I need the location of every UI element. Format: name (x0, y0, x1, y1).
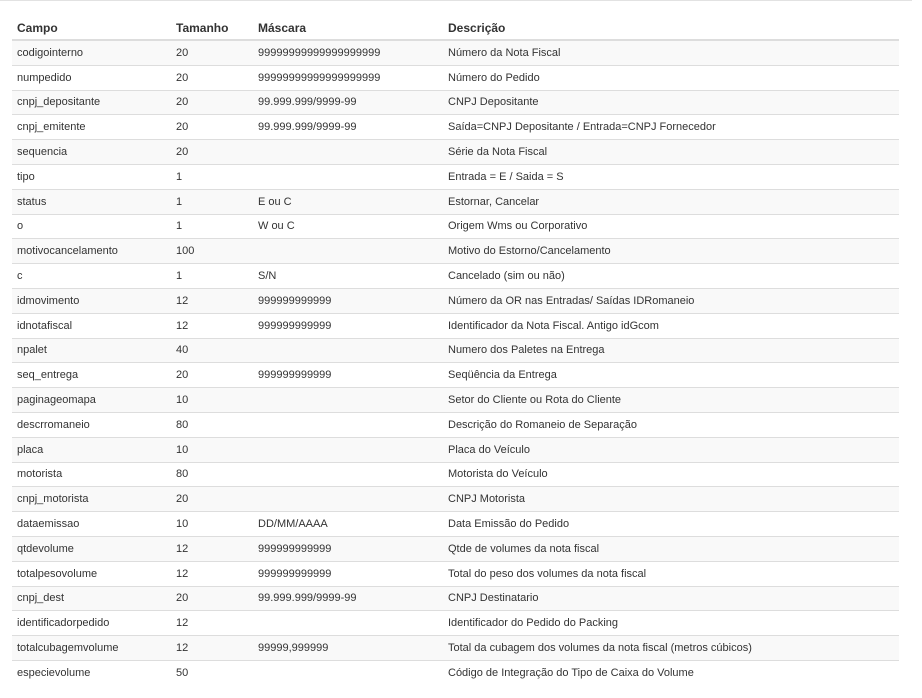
table-row (12, 140, 899, 165)
cell-descricao: Estornar, Cancelar (443, 189, 899, 214)
cell-mascara: 999999999999 (253, 288, 443, 313)
table-row (12, 363, 899, 388)
table-row (12, 636, 899, 661)
table-row (12, 561, 899, 586)
cell-descricao: Série da Nota Fiscal (443, 140, 899, 165)
cell-tamanho: 20 (171, 40, 253, 65)
cell-tamanho: 12 (171, 611, 253, 636)
table-row (12, 40, 899, 65)
cell-tamanho: 50 (171, 660, 253, 684)
cell-tamanho: 1 (171, 189, 253, 214)
table-row (12, 338, 899, 363)
cell-mascara: S/N (253, 264, 443, 289)
cell-mascara: W ou C (253, 214, 443, 239)
cell-mascara (253, 140, 443, 165)
cell-mascara (253, 164, 443, 189)
cell-tamanho: 100 (171, 239, 253, 264)
cell-descricao: Origem Wms ou Corporativo (443, 214, 899, 239)
cell-campo: codigointerno (12, 40, 171, 65)
cell-tamanho: 20 (171, 90, 253, 115)
table-row (12, 264, 899, 289)
cell-descricao: Data Emissão do Pedido (443, 512, 899, 537)
table-row (12, 90, 899, 115)
table-row (12, 115, 899, 140)
cell-descricao: Identificador do Pedido do Packing (443, 611, 899, 636)
cell-descricao: Total do peso dos volumes da nota fiscal (443, 561, 899, 586)
table-row (12, 189, 899, 214)
cell-tamanho: 20 (171, 363, 253, 388)
cell-tamanho: 1 (171, 264, 253, 289)
cell-descricao: Identificador da Nota Fiscal. Antigo idGcom (443, 313, 899, 338)
table-header-row (12, 16, 899, 40)
table-row (12, 388, 899, 413)
cell-mascara: 999999999999 (253, 561, 443, 586)
cell-campo: qtdevolume (12, 536, 171, 561)
cell-campo: dataemissao (12, 512, 171, 537)
cell-tamanho: 12 (171, 636, 253, 661)
cell-campo: descrromaneio (12, 412, 171, 437)
cell-descricao: Número da OR nas Entradas/ Saídas IDRomaneio (443, 288, 899, 313)
cell-descricao: Motivo do Estorno/Cancelamento (443, 239, 899, 264)
cell-mascara (253, 239, 443, 264)
table-row (12, 512, 899, 537)
cell-descricao: Número da Nota Fiscal (443, 40, 899, 65)
cell-mascara: 99.999.999/9999-99 (253, 586, 443, 611)
table-row (12, 214, 899, 239)
cell-descricao: Motorista do Veículo (443, 462, 899, 487)
cell-tamanho: 10 (171, 388, 253, 413)
cell-mascara: DD/MM/AAAA (253, 512, 443, 537)
cell-campo: cnpj_depositante (12, 90, 171, 115)
table-row (12, 586, 899, 611)
cell-descricao: CNPJ Motorista (443, 487, 899, 512)
table-row (12, 462, 899, 487)
cell-tamanho: 1 (171, 164, 253, 189)
cell-descricao: Cancelado (sim ou não) (443, 264, 899, 289)
cell-mascara (253, 611, 443, 636)
cell-campo: c (12, 264, 171, 289)
cell-tamanho: 40 (171, 338, 253, 363)
cell-descricao: Setor do Cliente ou Rota do Cliente (443, 388, 899, 413)
table-body (12, 40, 899, 685)
cell-descricao: Descrição do Romaneio de Separação (443, 412, 899, 437)
table-row (12, 536, 899, 561)
cell-mascara (253, 338, 443, 363)
header-descricao: Descrição (443, 16, 899, 40)
table-row (12, 611, 899, 636)
cell-descricao: CNPJ Destinatario (443, 586, 899, 611)
cell-descricao: Total da cubagem dos volumes da nota fiscal (metros cúbicos) (443, 636, 899, 661)
cell-campo: status (12, 189, 171, 214)
cell-descricao: Numero dos Paletes na Entrega (443, 338, 899, 363)
cell-tamanho: 20 (171, 140, 253, 165)
cell-mascara (253, 462, 443, 487)
table-row (12, 313, 899, 338)
cell-campo: o (12, 214, 171, 239)
cell-tamanho: 20 (171, 487, 253, 512)
cell-campo: sequencia (12, 140, 171, 165)
cell-tamanho: 80 (171, 462, 253, 487)
cell-tamanho: 12 (171, 536, 253, 561)
cell-campo: placa (12, 437, 171, 462)
cell-tamanho: 12 (171, 561, 253, 586)
table-row (12, 487, 899, 512)
cell-campo: npalet (12, 338, 171, 363)
cell-mascara (253, 487, 443, 512)
cell-tamanho: 12 (171, 313, 253, 338)
cell-tamanho: 80 (171, 412, 253, 437)
header-tamanho: Tamanho (171, 16, 253, 40)
cell-campo: cnpj_emitente (12, 115, 171, 140)
cell-descricao: CNPJ Depositante (443, 90, 899, 115)
cell-campo: motorista (12, 462, 171, 487)
cell-descricao: Código de Integração do Tipo de Caixa do Volume (443, 660, 899, 684)
cell-campo: identificadorpedido (12, 611, 171, 636)
cell-descricao: Placa do Veículo (443, 437, 899, 462)
cell-mascara: 99999999999999999999 (253, 40, 443, 65)
cell-mascara: 99999999999999999999 (253, 65, 443, 90)
cell-campo: paginageomapa (12, 388, 171, 413)
cell-mascara (253, 388, 443, 413)
table-row (12, 437, 899, 462)
cell-descricao: Número do Pedido (443, 65, 899, 90)
cell-campo: cnpj_motorista (12, 487, 171, 512)
cell-campo: totalcubagemvolume (12, 636, 171, 661)
table-row (12, 65, 899, 90)
cell-campo: idnotafiscal (12, 313, 171, 338)
cell-mascara (253, 412, 443, 437)
cell-mascara (253, 660, 443, 684)
cell-mascara: 99.999.999/9999-99 (253, 115, 443, 140)
cell-tamanho: 20 (171, 586, 253, 611)
cell-tamanho: 20 (171, 115, 253, 140)
table-row (12, 164, 899, 189)
top-divider (0, 0, 912, 1)
fields-table (12, 16, 899, 685)
cell-mascara (253, 437, 443, 462)
cell-campo: idmovimento (12, 288, 171, 313)
table-row (12, 288, 899, 313)
header-campo: Campo (12, 16, 171, 40)
cell-descricao: Qtde de volumes da nota fiscal (443, 536, 899, 561)
cell-campo: seq_entrega (12, 363, 171, 388)
cell-campo: especievolume (12, 660, 171, 684)
cell-campo: totalpesovolume (12, 561, 171, 586)
cell-campo: cnpj_dest (12, 586, 171, 611)
cell-mascara: 999999999999 (253, 536, 443, 561)
cell-tamanho: 10 (171, 437, 253, 462)
fields-table-container (12, 16, 899, 685)
cell-descricao: Saída=CNPJ Depositante / Entrada=CNPJ Fornecedor (443, 115, 899, 140)
header-mascara: Máscara (253, 16, 443, 40)
cell-campo: motivocancelamento (12, 239, 171, 264)
cell-mascara: E ou C (253, 189, 443, 214)
table-row (12, 660, 899, 684)
cell-descricao: Entrada = E / Saida = S (443, 164, 899, 189)
cell-campo: tipo (12, 164, 171, 189)
cell-tamanho: 12 (171, 288, 253, 313)
cell-mascara: 99999,999999 (253, 636, 443, 661)
table-row (12, 239, 899, 264)
cell-mascara: 999999999999 (253, 313, 443, 338)
cell-tamanho: 1 (171, 214, 253, 239)
cell-campo: numpedido (12, 65, 171, 90)
cell-tamanho: 20 (171, 65, 253, 90)
cell-mascara: 999999999999 (253, 363, 443, 388)
cell-mascara: 99.999.999/9999-99 (253, 90, 443, 115)
cell-descricao: Seqüência da Entrega (443, 363, 899, 388)
cell-tamanho: 10 (171, 512, 253, 537)
table-row (12, 412, 899, 437)
